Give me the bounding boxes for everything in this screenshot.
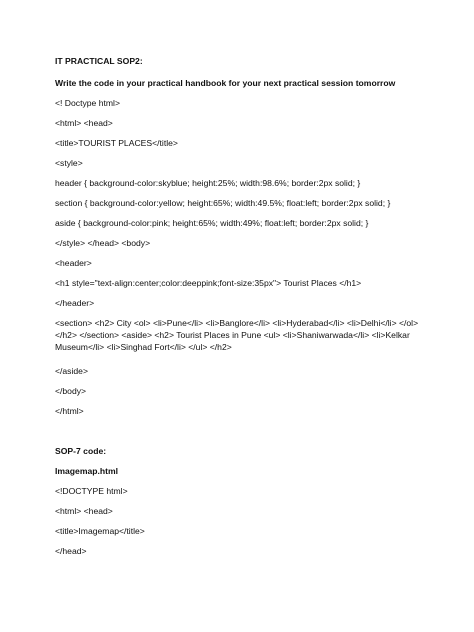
code-line: </body> — [55, 386, 87, 396]
sop7-heading: SOP-7 code: — [55, 446, 107, 456]
heading: IT PRACTICAL SOP2: — [55, 56, 143, 66]
code-line: <title>Imagemap</title> — [55, 526, 145, 536]
code-line: <!DOCTYPE html> — [55, 486, 128, 496]
code-line: <html> <head> — [55, 118, 113, 128]
code-line: <style> — [55, 158, 83, 168]
code-line: <! Doctype html> — [55, 98, 120, 108]
code-paragraph: <section> <h2> City <ol> <li>Pune</li> <li>Banglore</li> <li>Hyderabad</li> <li>Delhi</li> </ol> </h2> </section> <aside> <h2> Tourist Places in Pune <ul> <li>Shaniwarwada</li> <li>Kelkar Museum</li> <li>Singhad Fort</li> </ul> </h2> — [55, 318, 419, 352]
filename: Imagemap.html — [55, 466, 119, 476]
code-line: header { background-color:skyblue; height:25%; width:98.6%; border:2px solid; } — [55, 178, 361, 188]
code-line: aside { background-color:pink; height:65%; width:49%; float:left; border:2px solid; } — [55, 218, 369, 228]
code-line: section { background-color:yellow; height:65%; width:49.5%; float:left; border:2px solid; } — [55, 198, 391, 208]
instruction: Write the code in your practical handbook for your next practical session tomorrow — [55, 78, 396, 88]
code-line: </header> — [55, 298, 95, 308]
code-line: <html> <head> — [55, 506, 113, 516]
code-line: </head> — [55, 546, 87, 556]
code-line: <h1 style="text-align:center;color:deeppink;font-size:35px"> Tourist Places </h1> — [55, 278, 362, 288]
code-line: <title>TOURIST PLACES</title> — [55, 138, 178, 148]
code-line: <header> — [55, 258, 92, 268]
code-line: </style> </head> <body> — [55, 238, 151, 248]
code-line: </html> — [55, 406, 84, 416]
code-line: </aside> — [55, 366, 88, 376]
